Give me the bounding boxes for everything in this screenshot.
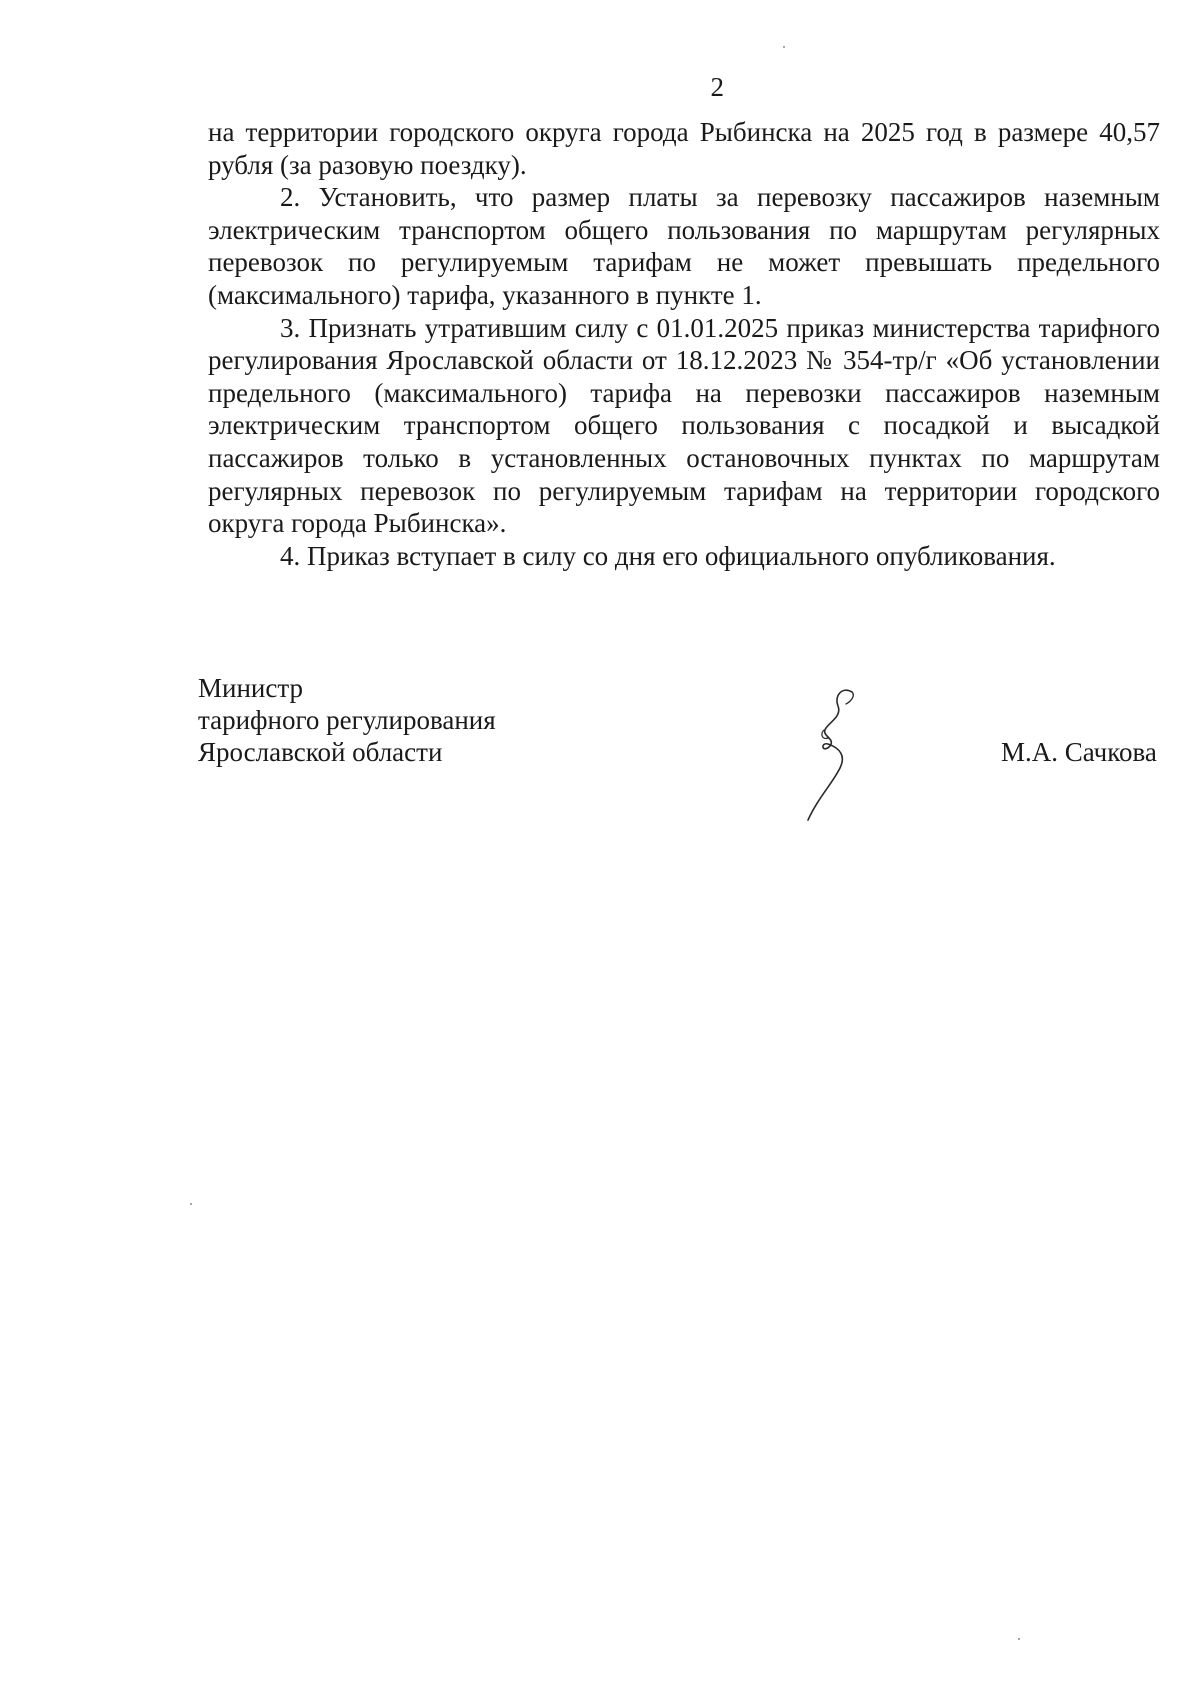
paragraph-item-2: 2. Установить, что размер платы за перевозку пассажиров наземным электрическим транспортом общего пользования по маршрутам регулярных перевозок по регулируемым тарифам не может превышать предельного (максимального) тарифа, указанного в пункте 1. [208, 182, 1160, 310]
signatory-title-line: тарифного регулирования [198, 705, 496, 735]
scan-artifact [190, 1203, 192, 1205]
signatory-title-line: Ярославской области [198, 737, 443, 767]
paragraph-item-3: 3. Признать утратившим силу с 01.01.2025 приказ министерства тарифного регулирования Ярославской области от 18.12.2023 № 354-тр/г «Об установлении предельного (максимального) тарифа на перевозки пассажиров наземным электрическим транспортом общего пользования с посадкой и высадкой пассажиров только в установленных остановочных пунктах по маршрутам регулярных перевозок по регулируемым тарифам на территории городского округа города Рыбинска». [208, 312, 1160, 539]
signatory-name: М.А. Сачкова [1001, 737, 1157, 767]
scan-artifact [783, 46, 785, 48]
signatory-title-line: Министр [198, 673, 303, 703]
signature-block [0, 672, 1200, 872]
handwritten-signature [790, 672, 880, 832]
paragraph-item-4: 4. Приказ вступает в силу со дня его официального опубликования. [280, 540, 1056, 571]
page-number: 2 [710, 72, 725, 102]
scan-artifact [1018, 1638, 1020, 1640]
signatory-title [198, 672, 496, 768]
paragraph-continuation: на территории городского округа города Рыбинска на 2025 год в размере 40,57 рубля (за разовую поездку). [208, 117, 1160, 180]
document-body [208, 116, 1160, 572]
